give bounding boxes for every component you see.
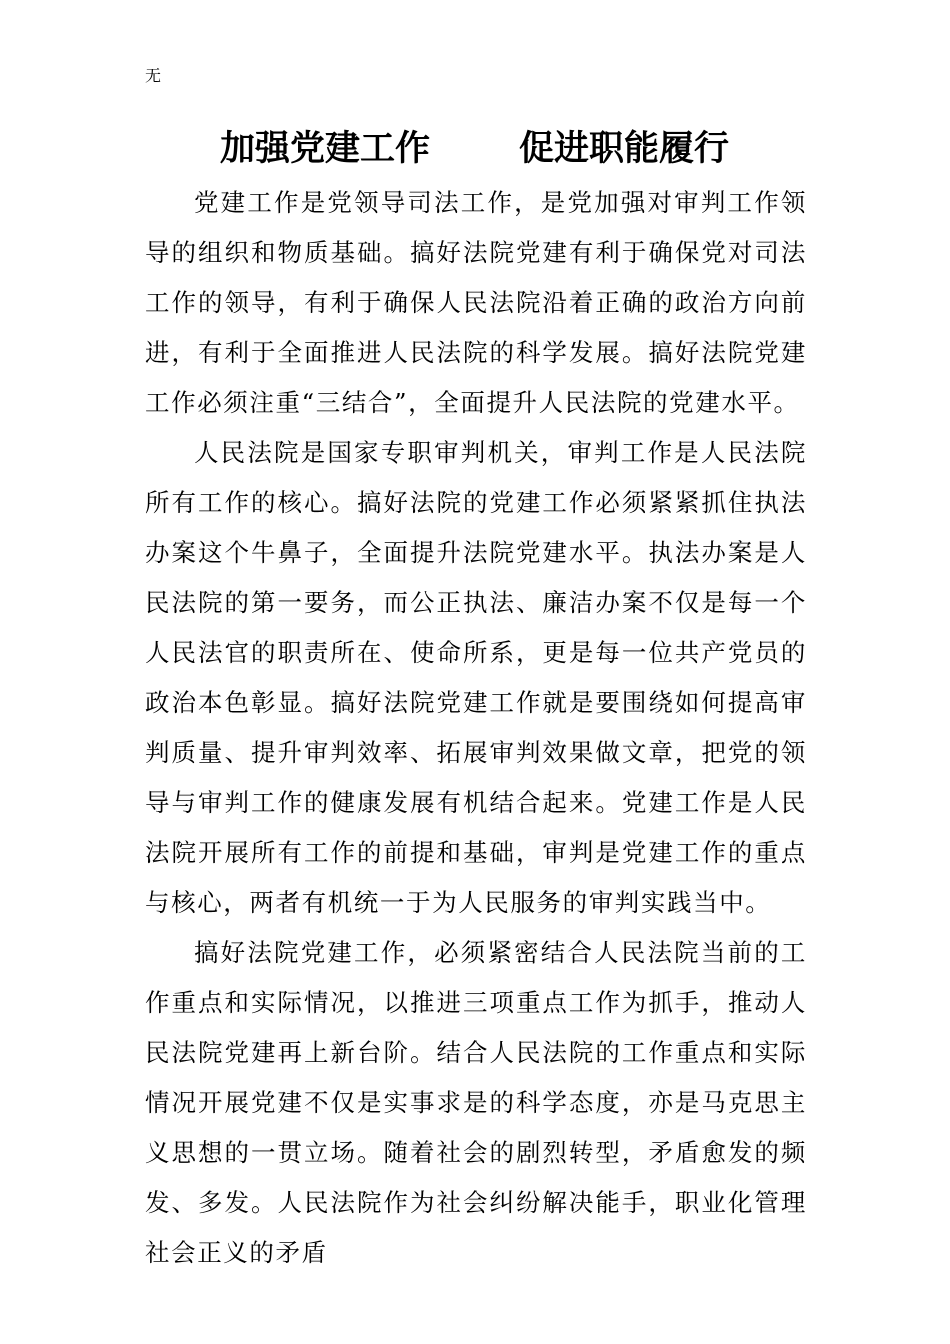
header-mark: 无 [145,66,162,85]
title-right: 促进职能履行 [519,129,730,169]
document-title [0,124,950,174]
title-left: 加强党建工作 [220,129,431,169]
paragraph-2: 人民法院是国家专职审判机关，审判工作是人民法院所有工作的核心。搞好法院的党建工作必须紧紧抓住执法办案这个牛鼻子，全面提升法院党建水平。执法办案是人民法院的第一要务，而公正执法、廉洁办案不仅是每一个人民法官的职责所在、使命所系，更是每一位共产党员的政治本色彰显。搞好法院党建工作就是要围绕如何提高审判质量、提升审判效率、拓展审判效果做文章，把党的领导与审判工作的健康发展有机结合起来。党建工作是人民法院开展所有工作的前提和基础，审判是党建工作的重点与核心，两者有机统一于为人民服务的审判实践当中。 [145,438,807,917]
document-body [145,178,807,1278]
paragraph-1: 党建工作是党领导司法工作，是党加强对审判工作领导的组织和物质基础。搞好法院党建有利于确保党对司法工作的领导，有利于确保人民法院沿着正确的政治方向前进，有利于全面推进人民法院的科学发展。搞好法院党建工作必须注重“三结合”，全面提升人民法院的党建水平。 [145,188,807,417]
paragraph-3: 搞好法院党建工作，必须紧密结合人民法院当前的工作重点和实际情况，以推进三项重点工作为抓手，推动人民法院党建再上新台阶。结合人民法院的工作重点和实际情况开展党建不仅是实事求是的科学态度，亦是马克思主义思想的一贯立场。随着社会的剧烈转型，矛盾愈发的频发、多发。人民法院作为社会纠纷解决能手，职业化管理社会正义的矛盾 [145,938,807,1267]
